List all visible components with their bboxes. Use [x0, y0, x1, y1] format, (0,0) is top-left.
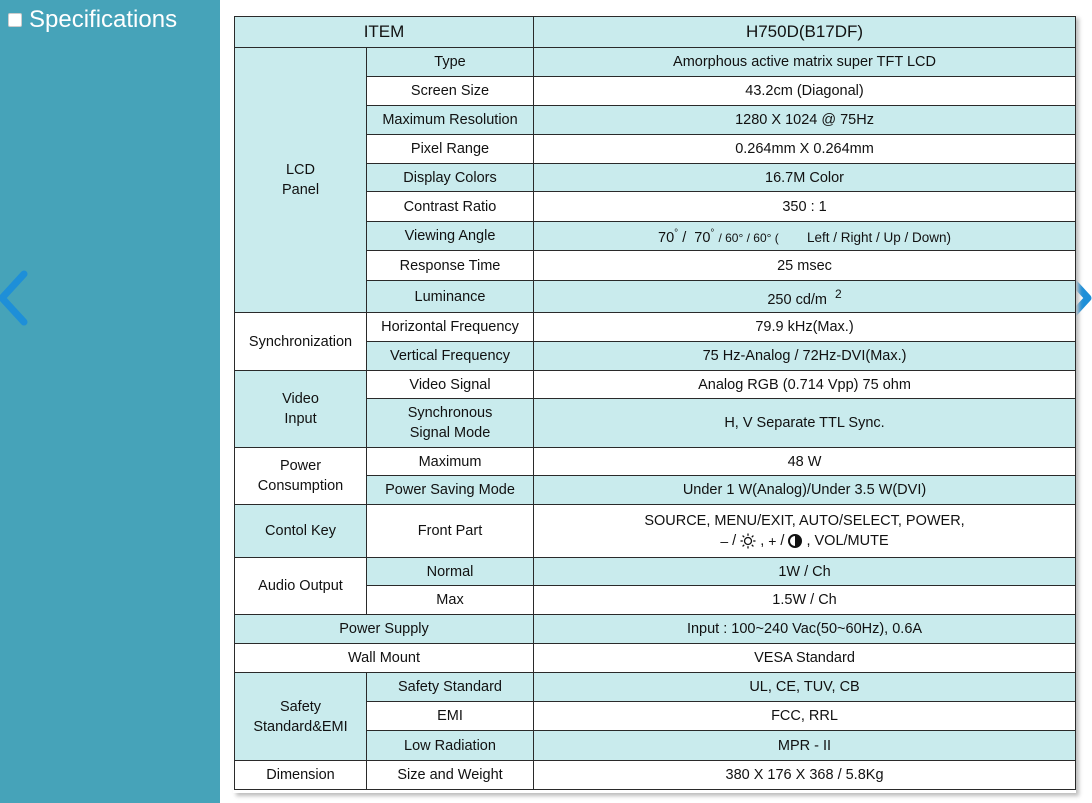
- row-label: Front Part: [367, 505, 534, 558]
- row-label: Wall Mount: [235, 644, 534, 673]
- row-value-viewing-angle: 70° / 70° / 60° / 60° ( Left / Right / Up / Down): [534, 222, 1076, 251]
- row-value-luminance: 250 cd/m $^2$: [534, 281, 1076, 313]
- row-label: Maximum: [367, 448, 534, 476]
- row-value: 79.9 kHz(Max.): [534, 313, 1076, 342]
- page-heading: [8, 6, 177, 34]
- row-label: Vertical Frequency: [367, 342, 534, 371]
- sun-icon: [740, 533, 756, 549]
- row-value: 1.5W / Ch: [534, 586, 1076, 615]
- row-label: Safety Standard: [367, 673, 534, 702]
- row-label: Screen Size: [367, 77, 534, 106]
- group-video-input: Video Input: [235, 371, 367, 448]
- row-label: Contrast Ratio: [367, 192, 534, 222]
- table-row: [235, 558, 1076, 586]
- table-row: [235, 644, 1076, 673]
- group-safety: Safety Standard&EMI: [235, 673, 367, 761]
- row-label: Video Signal: [367, 371, 534, 399]
- row-label: Size and Weight: [367, 761, 534, 790]
- row-value: 16.7M Color: [534, 164, 1076, 192]
- row-label: Luminance: [367, 281, 534, 313]
- row-label: Horizontal Frequency: [367, 313, 534, 342]
- row-value: FCC, RRL: [534, 702, 1076, 731]
- table-row: [235, 48, 1076, 77]
- table-row: [235, 673, 1076, 702]
- group-dimension: Dimension: [235, 761, 367, 790]
- row-label: Type: [367, 48, 534, 77]
- page-title: Specifications: [29, 6, 178, 33]
- sidebar: [0, 0, 220, 803]
- row-value: UL, CE, TUV, CB: [534, 673, 1076, 702]
- row-value: 350 : 1: [534, 192, 1076, 222]
- previous-arrow-button[interactable]: [0, 270, 34, 326]
- table-row: [235, 615, 1076, 644]
- row-value: 1W / Ch: [534, 558, 1076, 586]
- row-label: Display Colors: [367, 164, 534, 192]
- row-value: Amorphous active matrix super TFT LCD: [534, 48, 1076, 77]
- row-value: Under 1 W(Analog)/Under 3.5 W(DVI): [534, 476, 1076, 505]
- group-control-key: Contol Key: [235, 505, 367, 558]
- row-label: Power Saving Mode: [367, 476, 534, 505]
- row-value: 43.2cm (Diagonal): [534, 77, 1076, 106]
- table-row: [235, 505, 1076, 558]
- row-label: Viewing Angle: [367, 222, 534, 251]
- spec-table: [234, 16, 1076, 790]
- row-value: 0.264mm X 0.264mm: [534, 135, 1076, 164]
- group-lcd-panel: LCD Panel: [235, 48, 367, 313]
- row-label: Normal: [367, 558, 534, 586]
- row-label: Low Radiation: [367, 731, 534, 761]
- chevron-left-icon: [0, 270, 34, 326]
- row-value: MPR - II: [534, 731, 1076, 761]
- row-label: Response Time: [367, 251, 534, 281]
- row-value: 48 W: [534, 448, 1076, 476]
- header-model: H750D(B17DF): [534, 17, 1076, 48]
- row-value: 75 Hz-Analog / 72Hz-DVI(Max.): [534, 342, 1076, 371]
- row-label: Power Supply: [235, 615, 534, 644]
- row-label: Pixel Range: [367, 135, 534, 164]
- row-value: 1280 X 1024 @ 75Hz: [534, 106, 1076, 135]
- row-label: Max: [367, 586, 534, 615]
- header-item: ITEM: [235, 17, 534, 48]
- row-label: Maximum Resolution: [367, 106, 534, 135]
- row-label: EMI: [367, 702, 534, 731]
- row-label-sync-mode: Synchronous Signal Mode: [367, 399, 534, 448]
- row-value: H, V Separate TTL Sync.: [534, 399, 1076, 448]
- row-value: Input : 100~240 Vac(50~60Hz), 0.6A: [534, 615, 1076, 644]
- contrast-icon: [788, 534, 802, 548]
- group-synchronization: Synchronization: [235, 313, 367, 371]
- row-value: Analog RGB (0.714 Vpp) 75 ohm: [534, 371, 1076, 399]
- checkbox-icon[interactable]: [8, 13, 22, 27]
- row-value-control-keys: SOURCE, MENU/EXIT, AUTO/SELECT, POWER, – / , + / , VOL/MUTE: [534, 505, 1076, 558]
- row-value: 25 msec: [534, 251, 1076, 281]
- table-row: [235, 371, 1076, 399]
- table-header-row: [235, 17, 1076, 48]
- table-row: [235, 448, 1076, 476]
- table-row: [235, 761, 1076, 790]
- row-value: VESA Standard: [534, 644, 1076, 673]
- table-row: [235, 313, 1076, 342]
- group-power-consumption: Power Consumption: [235, 448, 367, 505]
- group-audio-output: Audio Output: [235, 558, 367, 615]
- row-value: 380 X 176 X 368 / 5.8Kg: [534, 761, 1076, 790]
